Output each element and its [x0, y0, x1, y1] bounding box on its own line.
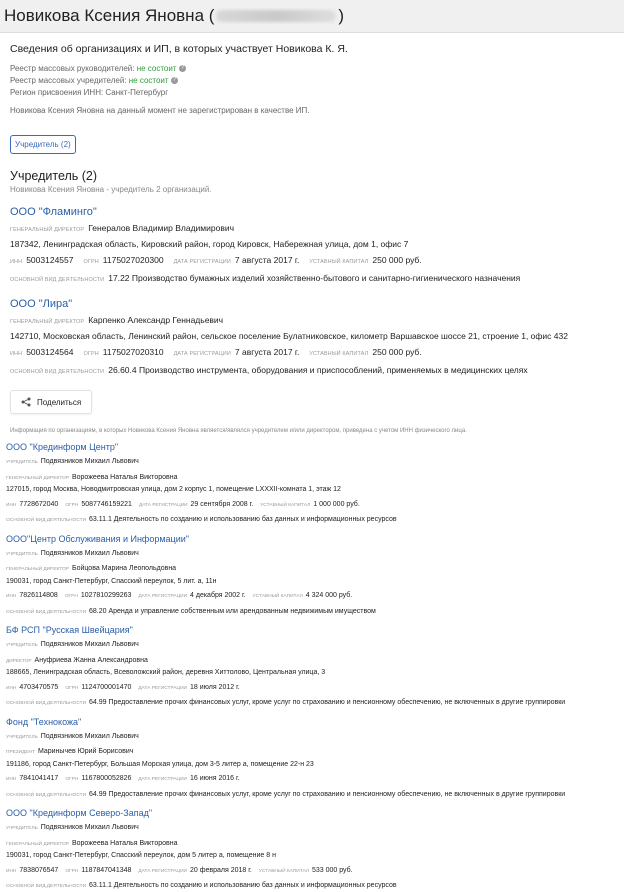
director-label: ГЕНЕРАЛЬНЫЙ ДИРЕКТОР [10, 227, 85, 233]
director-name: Ворожеева Наталья Викторовна [71, 839, 178, 847]
tab-founder[interactable]: Учредитель (2) [10, 135, 76, 154]
related-org-requisites [6, 497, 618, 511]
org-activity [10, 271, 614, 286]
requisite-value: 7838076547 [19, 866, 59, 874]
requisite-label: ИНН [6, 685, 17, 691]
requisite-label: ИНН [10, 351, 23, 357]
related-org-card [6, 534, 618, 618]
requisite-label: ИНН [6, 868, 17, 874]
requisite-value: 7728672040 [19, 500, 59, 508]
requisite-value: 1027810299263 [80, 592, 132, 599]
activity-label: ОСНОВНОЙ ВИД ДЕЯТЕЛЬНОСТИ [6, 701, 87, 706]
related-org-director [6, 836, 618, 850]
ip-status: Новикова Ксения Яновна на данный момент не зарегистрирован в качестве ИП. [10, 106, 310, 115]
org-name-link[interactable]: ООО "Лира" [10, 298, 73, 310]
share-label: Поделиться [37, 397, 82, 407]
org-card [10, 206, 614, 286]
requisite-value: 5003124557 [26, 255, 74, 265]
director-name: Ануфриева Жанна Александровна [34, 656, 148, 664]
founder-label: УЧРЕДИТЕЛЬ [6, 734, 38, 740]
related-org-requisites [6, 771, 618, 785]
requisite-label: ИНН [6, 594, 17, 599]
requisite-value: 1 000 000 руб. [313, 500, 360, 508]
org-director [10, 221, 614, 236]
director-label: ГЕНЕРАЛЬНЫЙ ДИРЕКТОР [6, 841, 69, 847]
requisite-label: ИНН [6, 502, 17, 508]
founder-label: УЧРЕДИТЕЛЬ [6, 460, 38, 465]
related-org-activity [6, 878, 618, 892]
requisite-label: ОГРН [65, 502, 79, 508]
requisite-value: 18 июля 2012 г. [190, 683, 240, 691]
requisite-label: ОГРН [65, 777, 79, 782]
related-org-name-link[interactable]: Фонд "Технокожа" [6, 716, 82, 727]
related-org-activity [6, 512, 618, 526]
page-title-suffix: ) [338, 6, 345, 25]
requisite-label: ДАТА РЕГИСТРАЦИИ [138, 502, 188, 508]
requisite-label: УСТАВНЫЙ КАПИТАЛ [260, 502, 311, 508]
requisite-value: 250 000 руб. [372, 255, 422, 265]
requisite-value: 4703470575 [19, 683, 59, 691]
requisite-value: 1187847041348 [81, 866, 132, 874]
director-name: Генералов Владимир Владимирович [88, 223, 235, 233]
activity-label: ОСНОВНОЙ ВИД ДЕЯТЕЛЬНОСТИ [6, 792, 87, 798]
org-address: 142710, Московская область, Ленинский район, сельское поселение Булатниковское, километр Варшавское шоссе 21, строение 1, офис 432 [10, 331, 568, 341]
org-name-link[interactable]: ООО "Фламинго" [10, 206, 97, 218]
requisite-value: 16 июня 2016 г. [190, 775, 240, 782]
requisite-value: 533 000 руб. [311, 866, 353, 874]
related-org-founder [6, 820, 618, 834]
requisite-value: 7826114808 [19, 592, 58, 599]
director-label: ГЕНЕРАЛЬНЫЙ ДИРЕКТОР [6, 475, 69, 481]
mass-leaders-registry: Реестр массовых руководителей: не состоит ? [10, 64, 184, 73]
founder-section-title: Учредитель (2) [10, 169, 98, 183]
related-org-address: 191186, город Санкт-Петербург, Большая Морская улица, дом 3-5 литер а, помещение 22-н 23 [6, 760, 314, 768]
related-org-card [6, 808, 618, 892]
related-org-name-link[interactable]: ООО "Крединформ Северо-Запад" [6, 808, 153, 818]
founder-label: УЧРЕДИТЕЛЬ [6, 551, 38, 557]
founder-label: УЧРЕДИТЕЛЬ [6, 643, 38, 648]
org-address: 187342, Ленинградская область, Кировский район, город Кировск, Набережная улица, дом 1, офис 7 [10, 239, 409, 249]
activity-label: ОСНОВНОЙ ВИД ДЕЯТЕЛЬНОСТИ [10, 277, 105, 283]
requisite-value: 4 324 000 руб. [305, 592, 353, 599]
requisite-label: УСТАВНЫЙ КАПИТАЛ [252, 594, 303, 599]
org-requisites [10, 253, 614, 268]
director-name: Маринычев Юрий Борисович [37, 748, 134, 755]
related-org-founder [6, 729, 618, 743]
related-org-activity [6, 604, 618, 618]
director-name: Карпенко Александр Геннадьевич [88, 315, 224, 325]
help-icon[interactable]: ? [172, 77, 176, 84]
mass-founders-registry: Реестр массовых учредителей: не состоит ? [10, 76, 176, 85]
requisite-label: УСТАВНЫЙ КАПИТАЛ [309, 351, 369, 357]
requisite-value: 20 февраля 2018 г. [190, 866, 252, 874]
requisite-label: ОГРН [83, 351, 99, 357]
director-label: ДИРЕКТОР [6, 658, 32, 664]
related-org-director [6, 561, 618, 575]
activity-value: 63.11.1 Деятельность по созданию и использованию баз данных и информационных ресурсов [89, 882, 397, 889]
requisite-value: 1175027020310 [102, 347, 164, 357]
requisite-value: 5087746159221 [81, 500, 132, 508]
requisite-label: ДАТА РЕГИСТРАЦИИ [173, 259, 231, 265]
founder-section-subtitle: Новикова Ксения Яновна - учредитель 2 организаций. [10, 185, 212, 194]
inn-region: Регион присвоения ИНН: Санкт-Петербург [10, 88, 169, 97]
requisite-label: УСТАВНЫЙ КАПИТАЛ [258, 868, 309, 874]
founder-name: Подвязников Михаил Львович [40, 458, 139, 465]
page-header [0, 0, 624, 33]
related-org-founder [6, 546, 618, 560]
activity-value: 64.99 Предоставление прочих финансовых услуг, кроме услуг по страхованию и пенсионному обеспечению, не включенных в другие группировки [89, 790, 566, 798]
related-org-director [6, 470, 618, 484]
related-org-founder [6, 637, 618, 651]
activity-value: 63.11.1 Деятельность по созданию и использованию баз данных и информационных ресурсов [89, 516, 397, 523]
requisite-label: ОГРН [83, 259, 99, 265]
requisite-value: 250 000 руб. [372, 347, 422, 357]
related-org-address: 190031, город Санкт-Петербург, Спасский переулок, 5 лит. а, 11н [6, 577, 217, 585]
related-org-founder [6, 454, 618, 468]
director-label: ГЕНЕРАЛЬНЫЙ ДИРЕКТОР [6, 567, 69, 572]
related-org-address: 188665, Ленинградская область, Всеволожский район, деревня Хиттолово, Центральная улица, 3 [6, 669, 326, 676]
activity-label: ОСНОВНОЙ ВИД ДЕЯТЕЛЬНОСТИ [6, 609, 87, 615]
activity-label: ОСНОВНОЙ ВИД ДЕЯТЕЛЬНОСТИ [6, 884, 87, 889]
requisite-label: ДАТА РЕГИСТРАЦИИ [138, 685, 187, 691]
org-director [10, 313, 614, 328]
requisite-label: ДАТА РЕГИСТРАЦИИ [138, 868, 187, 874]
requisite-value: 1175027020300 [102, 255, 164, 265]
requisite-label: ИНН [6, 777, 17, 782]
intro-title: Сведения об организациях и ИП, в которых участвует Новикова К. Я. [10, 43, 348, 55]
related-org-requisites [6, 863, 618, 877]
share-button[interactable] [10, 390, 92, 414]
activity-value: 64.99 Предоставление прочих финансовых услуг, кроме услуг по страхованию и пенсионному обеспечению, не включенных в другие группировки [89, 699, 566, 706]
related-org-director [6, 653, 618, 667]
related-org-requisites [6, 588, 618, 602]
requisite-value: 1124700001470 [81, 683, 132, 691]
org-requisites [10, 345, 614, 360]
related-org-card [6, 717, 618, 801]
requisite-label: УСТАВНЫЙ КАПИТАЛ [309, 259, 369, 265]
related-org-name-link[interactable]: БФ РСП "Русская Швейцария" [6, 625, 133, 635]
related-org-director [6, 744, 618, 758]
activity-label: ОСНОВНОЙ ВИД ДЕЯТЕЛЬНОСТИ [10, 369, 105, 375]
requisite-label: ОГРН [65, 685, 79, 691]
related-org-card [6, 625, 618, 709]
related-org-card [6, 442, 618, 526]
activity-value: 68.20 Аренда и управление собственным или арендованным недвижимым имуществом [89, 607, 376, 615]
requisite-label: ОГРН [64, 594, 78, 599]
requisite-value: 4 декабря 2002 г. [190, 592, 246, 599]
requisite-value: 7 августа 2017 г. [234, 255, 300, 265]
requisite-label: ОГРН [65, 868, 79, 874]
founder-name: Подвязников Михаил Львович [40, 549, 139, 557]
requisite-value: 1167800052826 [81, 775, 132, 782]
related-org-activity [6, 787, 618, 801]
founder-label: УЧРЕДИТЕЛЬ [6, 826, 38, 831]
founder-name: Подвязников Михаил Львович [40, 824, 139, 831]
requisite-value: 5003124564 [26, 347, 74, 357]
redacted-inn [216, 10, 336, 22]
org-card [10, 298, 614, 378]
page-title: Новикова Ксения Яновна ( [4, 6, 215, 25]
requisite-label: ДАТА РЕГИСТРАЦИИ [138, 594, 188, 599]
requisite-label: ДАТА РЕГИСТРАЦИИ [173, 351, 231, 357]
founder-name: Подвязников Михаил Львович [40, 641, 139, 648]
director-name: Ворожеева Наталья Викторовна [71, 473, 178, 481]
related-org-address: 127015, город Москва, Новодмитровская улица, дом 2 корпус 1, помещение LXXXII-комната 1, этаж 12 [6, 486, 341, 493]
share-icon [21, 397, 31, 407]
director-label: ГЕНЕРАЛЬНЫЙ ДИРЕКТОР [10, 319, 85, 325]
activity-value: 17.22 Производство бумажных изделий хозяйственно-бытового и санитарно-гигиенического назначения [108, 273, 521, 283]
director-name: Бойцова Марина Леопольдовна [71, 565, 177, 572]
related-org-activity [6, 695, 618, 709]
requisite-label: ДАТА РЕГИСТРАЦИИ [138, 777, 187, 782]
director-label: ПРЕЗИДЕНТ [6, 750, 35, 755]
mass-leaders-status: не состоит [136, 64, 177, 73]
org-activity [10, 363, 614, 378]
help-icon[interactable]: ? [180, 65, 184, 72]
related-org-address: 190031, город Санкт-Петербург, Спасский переулок, дом 5 литер а, помещение 8 н [6, 852, 276, 859]
related-org-requisites [6, 680, 618, 694]
mass-founders-status: не состоит [128, 76, 169, 85]
founder-name: Подвязников Михаил Львович [40, 732, 139, 740]
requisite-value: 7841041417 [19, 775, 59, 782]
related-org-name-link[interactable]: ООО "Крединформ Центр" [6, 442, 119, 452]
activity-label: ОСНОВНОЙ ВИД ДЕЯТЕЛЬНОСТИ [6, 518, 87, 523]
requisite-value: 7 августа 2017 г. [234, 347, 300, 357]
info-note: Информация по организациям, в которых Новикова Ксения Яновна является/являлся учредителем и/или директором, приведена с учетом ИНН физического лица. [10, 428, 467, 434]
requisite-label: ИНН [10, 259, 23, 265]
requisite-value: 29 сентября 2008 г. [190, 500, 254, 508]
activity-value: 26.60.4 Производство инструмента, оборудования и приспособлений, применяемых в медицинских целях [108, 365, 528, 375]
related-org-name-link[interactable]: ООО"Центр Обслуживания и Информации" [6, 533, 189, 544]
